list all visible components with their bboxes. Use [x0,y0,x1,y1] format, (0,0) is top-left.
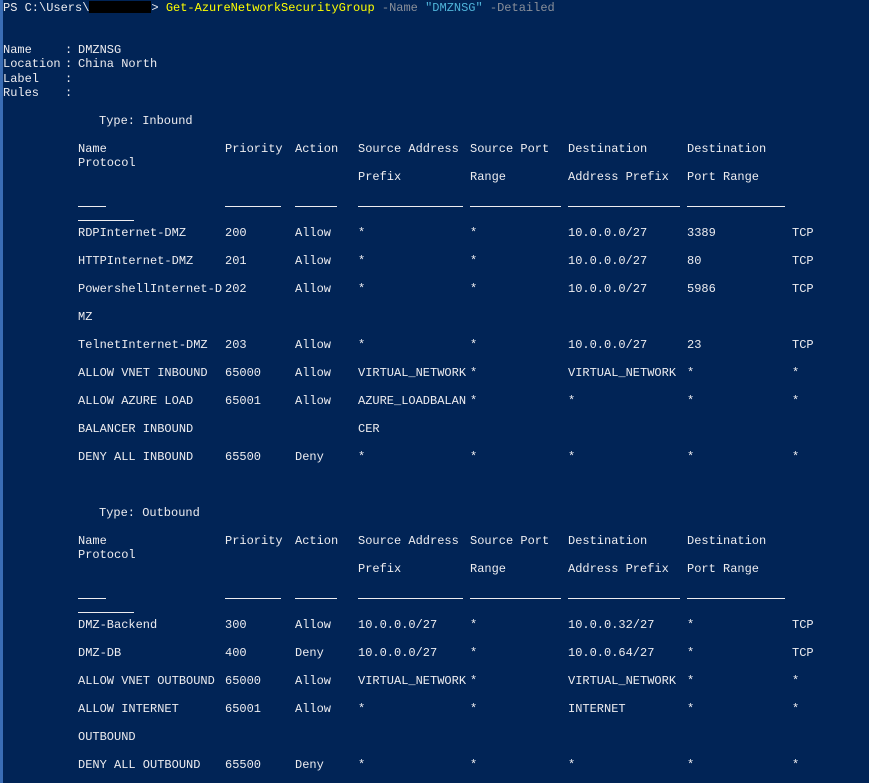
rule-name: DENY ALL INBOUND [78,450,194,464]
rule-priority: 201 [225,254,247,268]
property-key: Label [3,71,40,86]
rule-priority: 200 [225,226,247,240]
rule-destination-port: 5986 [687,282,716,296]
property-separator: : [65,71,73,86]
rule-protocol: TCP [792,338,814,352]
rule-protocol: TCP [792,254,814,268]
column-header-destination-address: Address Prefix [568,170,669,184]
rule-name: ALLOW INTERNET [78,702,179,716]
column-header-destination-port: Port Range [687,170,760,184]
rule-name: ALLOW AZURE LOAD [78,394,194,408]
header-underline [225,206,281,207]
rule-destination-address: 10.0.0.64/27 [568,646,655,660]
column-header-priority: Priority [225,142,283,156]
rule-action: Allow [295,702,332,716]
rule-destination-port: 3389 [687,226,716,240]
rule-destination-port: * [687,702,695,716]
rule-priority: 202 [225,282,247,296]
rule-source-address: 10.0.0.0/27 [358,618,438,632]
rule-protocol: * [792,674,800,688]
rule-protocol: TCP [792,618,814,632]
column-header-destination-port: Destination [687,534,767,548]
rule-source-address: * [358,450,366,464]
rule-action: Allow [295,674,332,688]
column-header-name: Name [78,142,107,156]
rule-source-address: 10.0.0.0/27 [358,646,438,660]
rule-source-address: VIRTUAL_NETWORK [358,674,467,688]
header-underline [295,598,337,599]
rule-priority: 65000 [225,674,262,688]
rule-name-continued: OUTBOUND [78,730,136,744]
column-header-priority: Priority [225,534,283,548]
rule-source-address: * [358,254,366,268]
rule-action: Allow [295,226,332,240]
rule-destination-address: INTERNET [568,702,626,716]
name-value: "DMZNSG" [425,1,483,15]
rule-source-port: * [470,702,478,716]
rule-name: HTTPInternet-DMZ [78,254,194,268]
rule-name: RDPInternet-DMZ [78,226,187,240]
rule-action: Allow [295,282,332,296]
rule-name: PowershellInternet-D [78,282,223,296]
column-header-source-port: Range [470,562,507,576]
column-header-destination-port: Port Range [687,562,760,576]
rule-name: DMZ-DB [78,646,122,660]
column-header-source-address: Source Address [358,534,459,548]
rule-destination-port: 80 [687,254,702,268]
detailed-switch: -Detailed [489,1,555,15]
header-underline [470,206,561,207]
rule-source-address: VIRTUAL_NETWORK [358,366,467,380]
column-header-name: Name [78,534,107,548]
name-parameter: -Name [381,1,418,15]
property-key: Name [3,43,32,57]
header-underline [295,206,337,207]
rule-source-port: * [470,282,478,296]
rule-action: Allow [295,366,332,380]
rule-source-address: * [358,758,366,772]
rule-name: ALLOW VNET OUTBOUND [78,674,215,688]
rule-action: Deny [295,450,324,464]
rule-priority: 65001 [225,394,262,408]
rule-source-port: * [470,618,478,632]
column-header-protocol: Protocol [78,548,136,562]
property-value: China North [78,57,158,72]
rule-protocol: TCP [792,646,814,660]
rule-protocol: * [792,450,800,464]
property-separator: : [65,57,73,72]
property-key: Rules [3,85,40,100]
header-underline [78,220,134,221]
column-header-destination-address: Destination [568,534,648,548]
rule-source-address: * [358,702,366,716]
rule-priority: 65500 [225,450,262,464]
column-header-protocol: Protocol [78,156,136,170]
rule-source-port: * [470,450,478,464]
command-line[interactable] [3,1,555,15]
rule-source-port: * [470,394,478,408]
header-underline [358,598,463,599]
property-separator: : [65,85,73,100]
column-header-destination-address: Destination [568,142,648,156]
rule-priority: 203 [225,338,247,352]
prompt-suffix: > [151,1,159,15]
rule-protocol: * [792,702,800,716]
rule-type-label: Type: Outbound [99,506,200,520]
rule-destination-port: * [687,674,695,688]
rule-destination-address: VIRTUAL_NETWORK [568,674,677,688]
rule-destination-port: * [687,366,695,380]
rule-source-address: * [358,226,366,240]
rule-destination-address: 10.0.0.32/27 [568,618,655,632]
rule-name: DMZ-Backend [78,618,158,632]
rule-name-continued: BALANCER INBOUND [78,422,194,436]
property-key: Location [3,57,61,72]
rule-destination-port: 23 [687,338,702,352]
rule-protocol: TCP [792,282,814,296]
rule-action: Deny [295,646,324,660]
rule-source-port: * [470,646,478,660]
rule-source-port: * [470,366,478,380]
column-header-source-address: Prefix [358,562,402,576]
rule-protocol: * [792,758,800,772]
column-header-source-address: Prefix [358,170,402,184]
column-header-action: Action [295,142,339,156]
column-header-source-port: Source Port [470,142,550,156]
rule-destination-address: * [568,758,576,772]
redacted-username [89,1,151,13]
rule-name: ALLOW VNET INBOUND [78,366,208,380]
property-value: DMZNSG [78,43,122,57]
header-underline [687,206,785,207]
rule-protocol: TCP [792,226,814,240]
rule-name-continued: MZ [78,310,93,324]
rule-destination-port: * [687,758,695,772]
header-underline [78,612,134,613]
rule-destination-address: VIRTUAL_NETWORK [568,366,677,380]
header-underline [78,206,106,207]
rule-source-port: * [470,226,478,240]
rule-destination-port: * [687,450,695,464]
rule-name: DENY ALL OUTBOUND [78,758,201,772]
column-header-action: Action [295,534,339,548]
rule-source-address: * [358,282,366,296]
rule-source-port: * [470,338,478,352]
rule-source-port: * [470,758,478,772]
column-header-source-port: Range [470,170,507,184]
rule-destination-port: * [687,618,695,632]
column-header-destination-address: Address Prefix [568,562,669,576]
rule-priority: 65001 [225,702,262,716]
rule-destination-address: * [568,394,576,408]
rule-priority: 65500 [225,758,262,772]
rule-destination-port: * [687,646,695,660]
rule-priority: 65000 [225,366,262,380]
prompt-prefix: PS C:\Users\ [3,1,90,15]
rule-protocol: * [792,394,800,408]
rule-protocol: * [792,366,800,380]
rule-source-address: * [358,338,366,352]
property-separator: : [65,43,73,57]
header-underline [568,206,680,207]
column-header-source-address: Source Address [358,142,459,156]
rule-action: Deny [295,758,324,772]
header-underline [687,598,785,599]
rule-source-address-continued: CER [358,422,380,436]
rule-destination-port: * [687,394,695,408]
rule-name: TelnetInternet-DMZ [78,338,208,352]
rule-destination-address: 10.0.0.0/27 [568,254,648,268]
cmdlet-name: Get-AzureNetworkSecurityGroup [165,1,375,15]
header-underline [568,598,680,599]
header-underline [78,598,106,599]
header-underline [225,598,281,599]
rule-source-address: AZURE_LOADBALAN [358,394,467,408]
rule-destination-address: * [568,450,576,464]
rule-action: Allow [295,338,332,352]
rule-action: Allow [295,394,332,408]
rule-destination-address: 10.0.0.0/27 [568,338,648,352]
rule-destination-address: 10.0.0.0/27 [568,282,648,296]
rule-priority: 300 [225,618,247,632]
rule-priority: 400 [225,646,247,660]
column-header-destination-port: Destination [687,142,767,156]
rule-type-label: Type: Inbound [99,114,193,128]
rule-action: Allow [295,618,332,632]
rule-source-port: * [470,674,478,688]
rule-destination-address: 10.0.0.0/27 [568,226,648,240]
console-edge [0,0,3,783]
rule-action: Allow [295,254,332,268]
rule-source-port: * [470,254,478,268]
header-underline [470,598,561,599]
header-underline [358,206,463,207]
column-header-source-port: Source Port [470,534,550,548]
